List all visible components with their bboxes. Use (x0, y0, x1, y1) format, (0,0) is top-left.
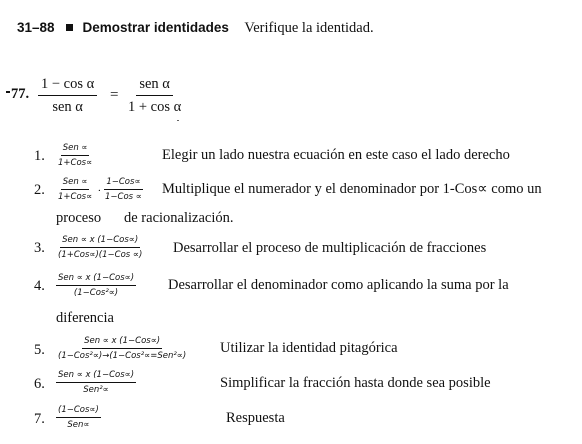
step-fraction (56, 177, 94, 202)
step-number: 1. (34, 148, 45, 164)
step-fraction (56, 273, 136, 298)
step-numerator: Sen ∝ (61, 177, 90, 190)
step-description-continued: de racionalización. (124, 210, 234, 226)
step-denominator: (1−Cos²∝) (73, 288, 119, 298)
step-denominator: (1−Cos²∝)→(1−Cos²∝=Sen²∝) (58, 351, 187, 361)
section-title: Demostrar identidades (82, 20, 229, 35)
step-description: Respuesta (226, 410, 285, 426)
step-description: Simplificar la fracción hasta donde sea posible (220, 375, 491, 391)
step-number: 2. (34, 182, 45, 198)
step-numerator: Sen ∝ x (1−Cos∝) (56, 370, 136, 383)
step-numerator: Sen ∝ (61, 143, 90, 156)
section-header (17, 20, 374, 37)
step-number: 4. (34, 278, 45, 294)
step-denominator: 1−Cos ∝ (105, 192, 142, 202)
identity-lhs-fraction (38, 76, 97, 116)
square-bullet-icon (66, 24, 73, 31)
lhs-numerator: 1 − cos α (38, 76, 97, 96)
step-description-continued: proceso (56, 210, 102, 226)
step-description: Elegir un lado nuestra ecuación en este caso el lado derecho (162, 147, 510, 163)
step-denominator: Sen²∝ (83, 385, 109, 395)
multiply-dot: . (98, 182, 101, 194)
rhs-numerator: sen α (136, 76, 173, 96)
step-numerator: (1−Cos∝) (56, 405, 101, 418)
step-number: 6. (34, 376, 45, 392)
step-fraction (56, 405, 101, 430)
step-number: 3. (34, 240, 45, 256)
stray-dot (177, 120, 179, 121)
lhs-denominator: sen α (52, 99, 83, 115)
step-numerator: Sen ∝ x (1−Cos∝) (60, 235, 140, 248)
exercise-range: 31–88 (17, 20, 55, 35)
step-fraction (56, 235, 144, 260)
margin-mark (6, 91, 10, 93)
step-fraction (56, 336, 188, 361)
step-number: 7. (34, 411, 45, 427)
step-fraction-second (103, 177, 144, 202)
problem-number: 77. (11, 86, 30, 102)
step-numerator: 1−Cos∝ (104, 177, 142, 190)
step-description: Desarrollar el denominador como aplicando la suma por la (168, 277, 509, 293)
equals-sign: = (110, 87, 119, 103)
step-description: Utilizar la identidad pitagórica (220, 340, 398, 356)
step-denominator: 1+Cos∝ (58, 192, 93, 202)
step-number: 5. (34, 342, 45, 358)
step-denominator: (1+Cos∝)(1−Cos ∝) (58, 250, 143, 260)
rhs-denominator: 1 + cos α (128, 99, 182, 115)
step-fraction (56, 143, 94, 168)
step-description-continued: diferencia (56, 310, 114, 326)
identity-rhs-fraction (125, 76, 184, 116)
step-description: Multiplique el numerador y el denominador por 1-Cos∝ como un (162, 181, 542, 197)
step-denominator: Sen∝ (67, 420, 90, 430)
step-description: Desarrollar el proceso de multiplicación de fracciones (173, 240, 487, 256)
step-numerator: Sen ∝ x (1−Cos∝) (82, 336, 162, 349)
step-numerator: Sen ∝ x (1−Cos∝) (56, 273, 136, 286)
step-denominator: 1+Cos∝ (58, 158, 93, 168)
instruction-text: Verifique la identidad. (244, 20, 374, 36)
step-fraction (56, 370, 136, 395)
